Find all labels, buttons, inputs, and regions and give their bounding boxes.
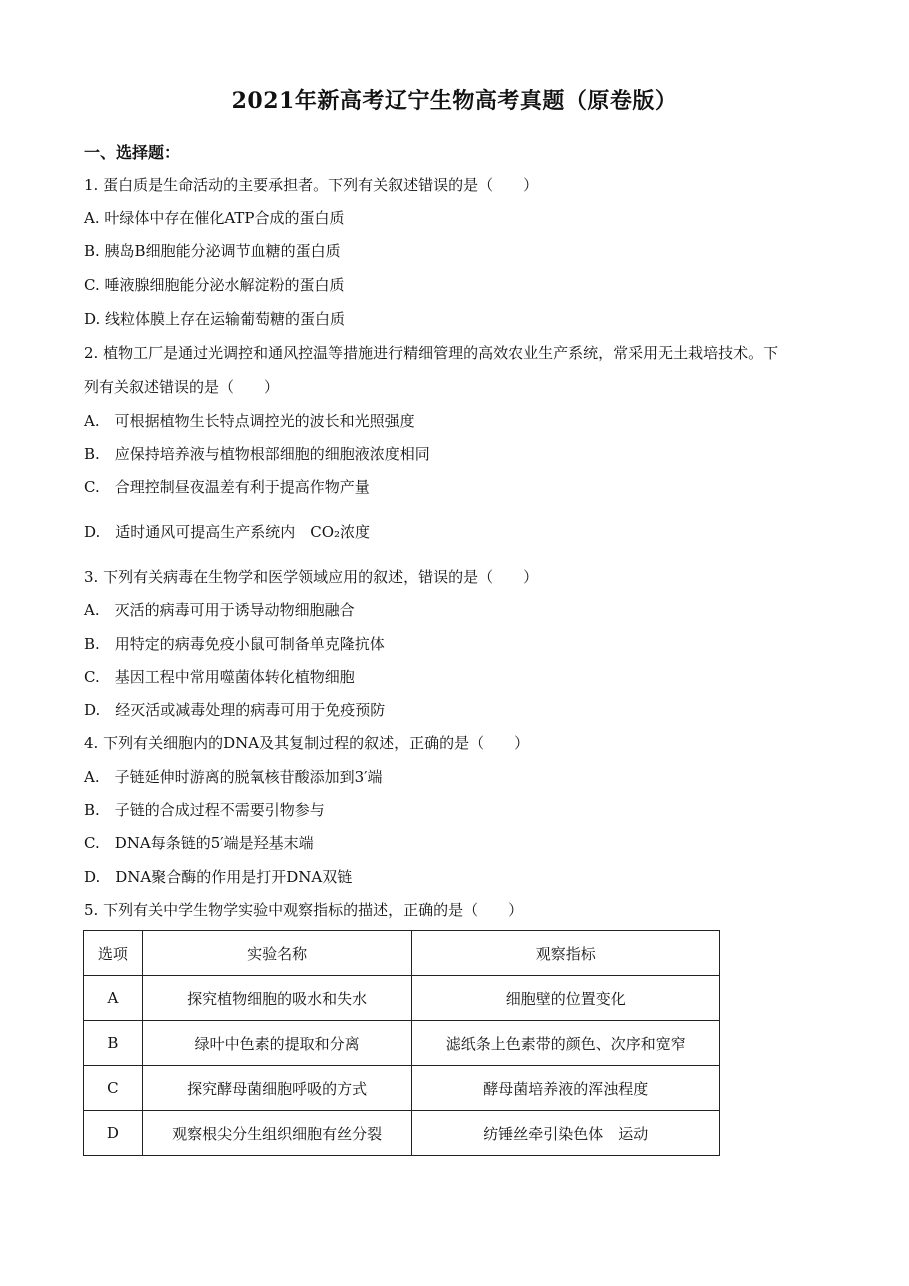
table-header-option: 选项 <box>84 931 143 976</box>
question-3-option-b: B. 用特定的病毒免疫小鼠可制备单克隆抗体 <box>84 635 385 653</box>
table-header-experiment: 实验名称 <box>142 931 412 976</box>
question-2-stem-cont: 列有关叙述错误的是（ ） <box>84 378 280 396</box>
table-cell: A <box>84 976 143 1021</box>
table-cell: B <box>84 1021 143 1066</box>
experiment-table <box>83 930 720 1156</box>
table-cell: 细胞壁的位置变化 <box>412 976 720 1021</box>
table-header-row <box>84 931 720 976</box>
question-3-option-c: C. 基因工程中常用噬菌体转化植物细胞 <box>84 668 355 686</box>
table-cell: 纺锤丝牵引染色体 运动 <box>412 1111 720 1156</box>
table-cell: 探究酵母菌细胞呼吸的方式 <box>142 1066 412 1111</box>
question-1-stem: 1. 蛋白质是生命活动的主要承担者。下列有关叙述错误的是（ ） <box>84 176 539 194</box>
question-2-option-d: D. 适时通风可提高生产系统内 CO₂浓度 <box>84 523 371 541</box>
question-4-option-c: C. DNA每条链的5′端是羟基末端 <box>84 834 314 852</box>
table-header-indicator: 观察指标 <box>412 931 720 976</box>
table-cell: 绿叶中色素的提取和分离 <box>142 1021 412 1066</box>
question-4-stem: 4. 下列有关细胞内的DNA及其复制过程的叙述，正确的是（ ） <box>84 734 530 752</box>
question-2-option-b: B. 应保持培养液与植物根部细胞的细胞液浓度相同 <box>84 445 430 463</box>
question-3-option-d: D. 经灭活或减毒处理的病毒可用于免疫预防 <box>84 701 386 719</box>
table-row <box>84 1021 720 1066</box>
question-3-option-a: A. 灭活的病毒可用于诱导动物细胞融合 <box>84 601 355 619</box>
question-2-option-c: C. 合理控制昼夜温差有利于提高作物产量 <box>84 478 370 496</box>
question-5-stem: 5. 下列有关中学生物学实验中观察指标的描述，正确的是（ ） <box>84 901 524 919</box>
table-row <box>84 1111 720 1156</box>
table-cell: D <box>84 1111 143 1156</box>
question-1-option-d: D. 线粒体膜上存在运输葡萄糖的蛋白质 <box>84 310 346 328</box>
section-heading: 一、选择题： <box>84 143 181 162</box>
question-4-option-b: B. 子链的合成过程不需要引物参与 <box>84 801 325 819</box>
table-cell: C <box>84 1066 143 1111</box>
table-cell: 观察根尖分生组织细胞有丝分裂 <box>142 1111 412 1156</box>
question-4-option-d: D. DNA聚合酶的作用是打开DNA双链 <box>84 868 353 886</box>
question-2-option-a: A. 可根据植物生长特点调控光的波长和光照强度 <box>84 412 415 430</box>
table-row <box>84 976 720 1021</box>
question-4-option-a: A. 子链延伸时游离的脱氧核苷酸添加到3′端 <box>84 768 383 786</box>
question-1-option-c: C. 唾液腺细胞能分泌水解淀粉的蛋白质 <box>84 276 345 294</box>
question-3-stem: 3. 下列有关病毒在生物学和医学领域应用的叙述，错误的是（ ） <box>84 568 539 586</box>
table-cell: 探究植物细胞的吸水和失水 <box>142 976 412 1021</box>
question-1-option-b: B. 胰岛B细胞能分泌调节血糖的蛋白质 <box>84 242 341 260</box>
question-2-stem: 2. 植物工厂是通过光调控和通风控温等措施进行精细管理的高效农业生产系统，常采用无土栽培技术。下 <box>84 344 779 362</box>
table-row <box>84 1066 720 1111</box>
table-cell: 滤纸条上色素带的颜色、次序和宽窄 <box>412 1021 720 1066</box>
question-1-option-a: A. 叶绿体中存在催化ATP合成的蛋白质 <box>84 209 345 227</box>
page-title: 2021年新高考辽宁生物高考真题（原卷版） <box>231 88 678 114</box>
table-cell: 酵母菌培养液的浑浊程度 <box>412 1066 720 1111</box>
